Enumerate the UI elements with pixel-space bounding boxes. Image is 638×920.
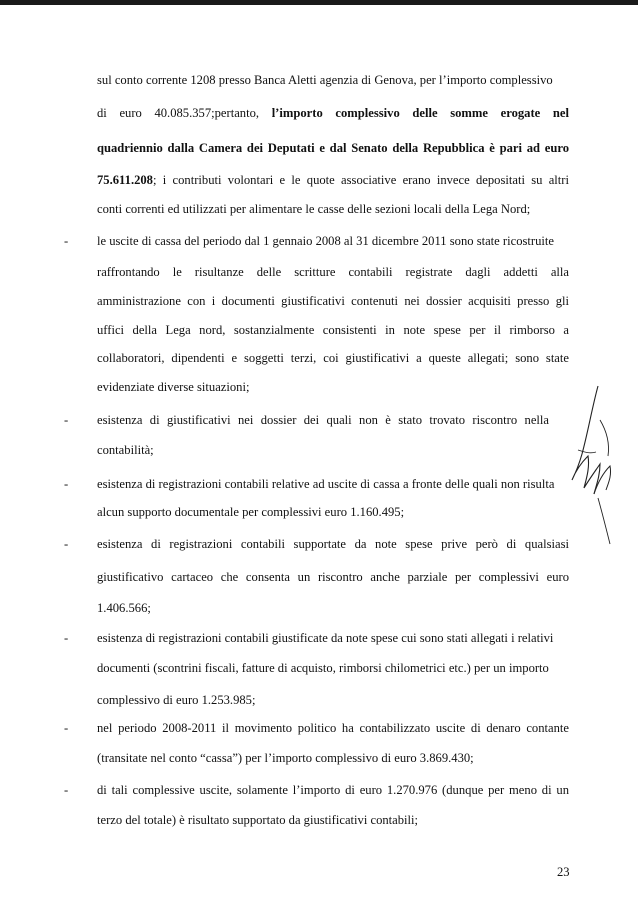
text-span: di euro 40.085.357;pertanto, xyxy=(97,106,272,120)
page-number: 23 xyxy=(557,865,570,879)
text-line: giustificativo cartaceo che consenta un riscontro anche parziale per complessivi euro xyxy=(97,570,569,584)
text-line: esistenza di registrazioni contabili giustificate da note spese cui sono stati allegati i relativi xyxy=(97,631,554,645)
text-line: 1.406.566; xyxy=(97,601,151,615)
text-line: sul conto corrente 1208 presso Banca Aletti agenzia di Genova, per l’importo complessivo xyxy=(97,73,553,87)
bullet-marker: - xyxy=(64,721,69,735)
bullet-marker: - xyxy=(64,783,69,797)
text-line: alcun supporto documentale per complessivi euro 1.160.495; xyxy=(97,505,405,519)
bold-span: 75.611.208 xyxy=(97,173,153,187)
text-line: esistenza di registrazioni contabili relative ad uscite di cassa a fronte delle quali non risulta xyxy=(97,477,555,491)
text-line: contabilità; xyxy=(97,443,154,457)
text-line: di tali complessive uscite, solamente l’importo di euro 1.270.976 (dunque per meno di un xyxy=(97,783,569,797)
text-line: nel periodo 2008-2011 il movimento politico ha contabilizzato uscite di denaro contante xyxy=(97,721,569,735)
bullet-marker: - xyxy=(64,413,69,427)
text-line: conti correnti ed utilizzati per alimentare le casse delle sezioni locali della Lega Nord; xyxy=(97,202,531,216)
text-line xyxy=(97,105,569,121)
text-line: documenti (scontrini fiscali, fatture di acquisto, rimborsi chilometrici etc.) per un importo xyxy=(97,661,549,675)
text-line: raffrontando le risultanze delle scritture contabili registrate dagli addetti alla xyxy=(97,265,569,279)
text-line: amministrazione con i documenti giustificativi contenuti nei dossier acquisiti presso gli xyxy=(97,294,569,308)
bullet-marker: - xyxy=(64,477,69,491)
text-line: collaboratori, dipendenti e soggetti terzi, coi giustificativi a queste allegati; sono state xyxy=(97,351,569,365)
handwritten-signature xyxy=(560,380,630,550)
text-span: esistenza di giustificativi nei dossier dei quali non è stato trovato riscontro nella xyxy=(97,413,549,427)
text-line-bold: quadriennio dalla Camera dei Deputati e dal Senato della Repubblica è pari ad euro xyxy=(97,141,569,155)
text-line: evidenziate diverse situazioni; xyxy=(97,380,250,394)
bold-span: l’importo complessivo delle somme erogate nel xyxy=(271,106,569,120)
text-line xyxy=(97,172,569,188)
bullet-marker: - xyxy=(64,631,69,645)
text-line: terzo del totale) è risultato supportato da giustificativi contabili; xyxy=(97,813,419,827)
bullet-marker: - xyxy=(64,537,69,551)
text-line: complessivo di euro 1.253.985; xyxy=(97,693,256,707)
text-line: le uscite di cassa del periodo dal 1 gennaio 2008 al 31 dicembre 2011 sono state ricostruite xyxy=(97,234,554,248)
bullet-marker: - xyxy=(64,234,69,248)
text-line xyxy=(97,412,549,428)
text-span: ; i contributi volontari e le quote associative erano invece depositati su altri xyxy=(152,173,569,187)
text-line: uffici della Lega nord, sostanzialmente consistenti in note spese per il rimborso a xyxy=(97,323,569,337)
text-line: (transitate nel conto “cassa”) per l’importo complessivo di euro 3.869.430; xyxy=(97,751,474,765)
text-line: esistenza di registrazioni contabili supportate da note spese prive però di qualsiasi xyxy=(97,537,569,551)
